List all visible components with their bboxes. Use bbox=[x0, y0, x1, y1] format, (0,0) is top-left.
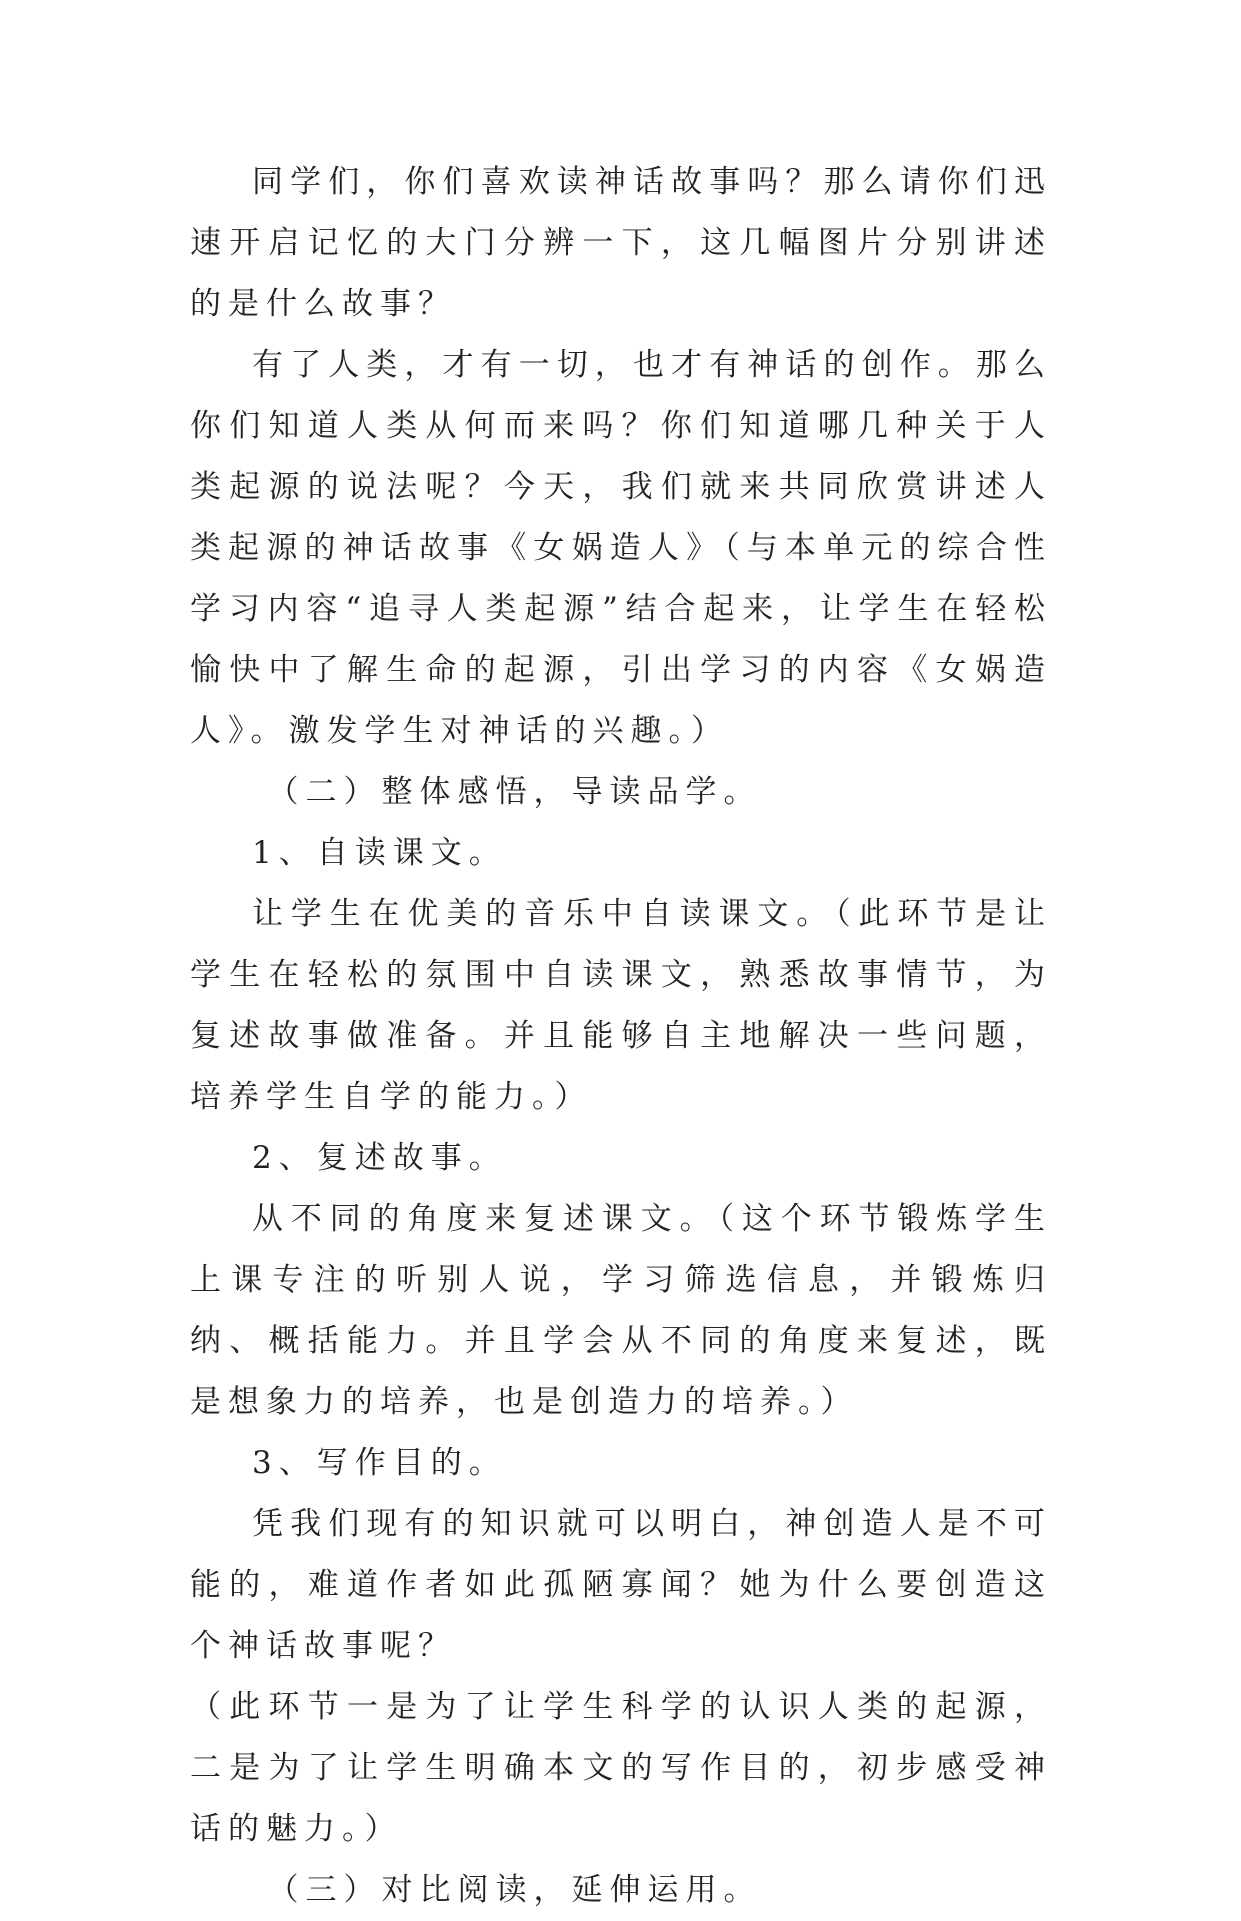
paragraph-writing-purpose: 凭我们现有的知识就可以明白，神创造人是不可能的，难道作者如此孤陋寡闻？她为什么要创造这个神话故事呢？ bbox=[190, 1506, 1052, 1664]
section-heading-two: （二）整体感悟，导读品学。 bbox=[267, 774, 762, 810]
document-page bbox=[190, 152, 1052, 1921]
step-heading-2: 2、复述故事。 bbox=[252, 1140, 507, 1176]
paragraph-purpose-note: （此环节一是为了让学生科学的认识人类的起源，二是为了让学生明确本文的写作目的，初步感受神话的魅力。） bbox=[190, 1689, 1052, 1847]
paragraph-retelling: 从不同的角度来复述课文。（这个环节锻炼学生上课专注的听别人说，学习筛选信息，并锻炼归纳、概括能力。并且学会从不同的角度来复述，既是想象力的培养，也是创造力的培养。） bbox=[190, 1201, 1052, 1420]
step-heading-1: 1、自读课文。 bbox=[252, 835, 507, 871]
section-heading-three: （三）对比阅读，延伸运用。 bbox=[267, 1872, 762, 1908]
paragraph-human-origin: 有了人类，才有一切，也才有神话的创作。那么你们知道人类从何而来吗？你们知道哪几种关于人类起源的说法呢？今天，我们就来共同欣赏讲述人类起源的神话故事《女娲造人》（与本单元的综合性学习内容“追寻人类起源”结合起来，让学生在轻松愉快中了解生命的起源，引出学习的内容《女娲造人》。激发学生对神话的兴趣。） bbox=[190, 347, 1052, 749]
step-heading-3: 3、写作目的。 bbox=[252, 1445, 507, 1481]
paragraph-intro-question: 同学们，你们喜欢读神话故事吗？那么请你们迅速开启记忆的大门分辨一下，这几幅图片分别讲述的是什么故事？ bbox=[190, 164, 1052, 322]
paragraph-self-reading: 让学生在优美的音乐中自读课文。（此环节是让学生在轻松的氛围中自读课文，熟悉故事情节，为复述故事做准备。并且能够自主地解决一些问题，培养学生自学的能力。） bbox=[190, 896, 1052, 1115]
